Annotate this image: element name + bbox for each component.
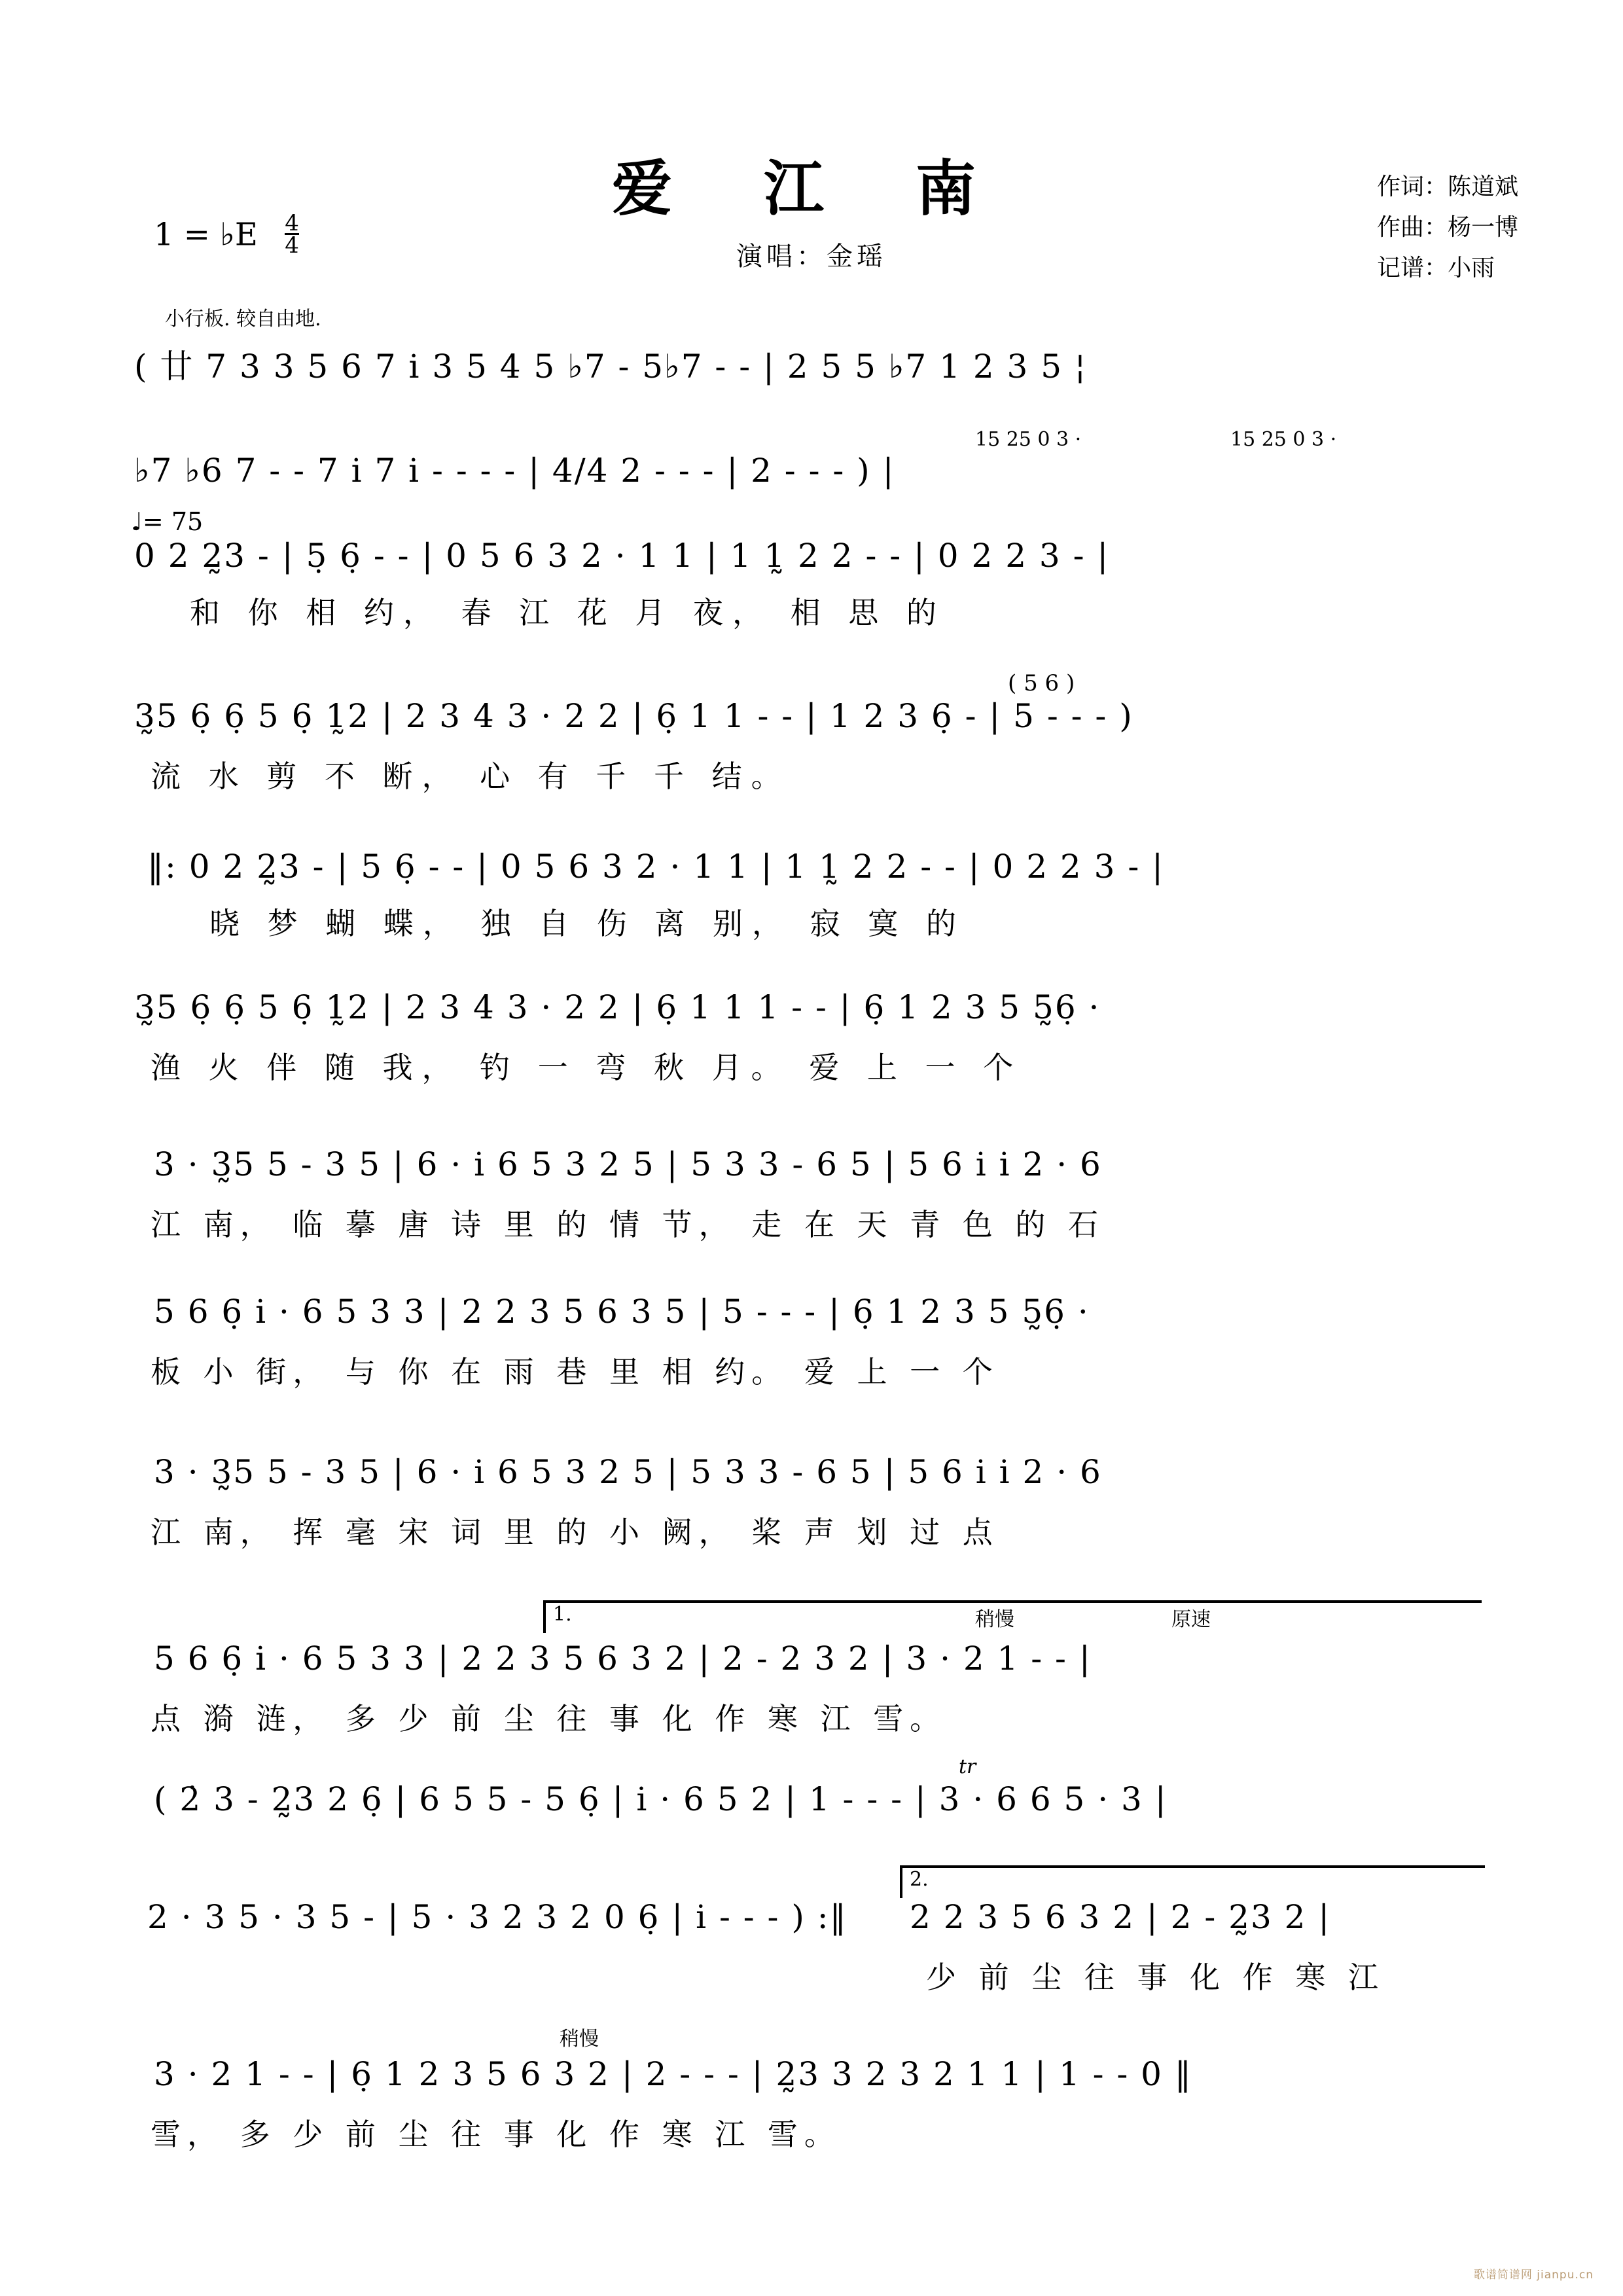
- notes: 0 2 2̰3 - | 5̣ 6̣ - - | 0 5 6 3 2 · 1 1 | 1 1̰ 2 2 - - | 0 2 2 3 - |: [134, 537, 1110, 575]
- time-signature-numerator: 4: [285, 210, 299, 236]
- credit-lyricist: 作词：陈道斌: [1376, 173, 1518, 200]
- volta-bracket-2: [900, 1865, 1485, 1898]
- tempo-marking: ♩= 75: [131, 507, 204, 536]
- credit-transcriber: 记谱：小雨: [1376, 255, 1495, 281]
- notes: 3̰5 6̣ 6̣ 5 6̣ 1̰2 | 2 3 4 3 · 2 2 | 6̣ 1 1 1 - - | 6̣ 1 2 3 5 5̰6̣ ·: [134, 988, 1101, 1026]
- annotation-slower-final: 稍慢: [560, 2028, 599, 2051]
- trill-marking: tr: [959, 1755, 976, 1778]
- notes: 5 6 6̣ i · 6 5 3 3 | 2 2 3 5 6 3 5 | 5 - - - | 6̣ 1 2 3 5 5̰6̣ ·: [154, 1293, 1090, 1331]
- volta-label-1: 1.: [553, 1603, 572, 1626]
- time-signature: [285, 210, 299, 259]
- notes: 3 · 3̰5 5 - 3 5 | 6 · i 6 5 3 2 5 | 5 3 3 - 6 5 | 5 6 i i 2 · 6: [154, 1453, 1102, 1491]
- singer-label: 演唱：金瑶: [736, 242, 887, 272]
- expression-marking: 小行板. 较自由地.: [165, 308, 321, 331]
- lyrics: 渔 火 伴 随 我， 钓 一 弯 秋 月。 爱 上 一 个: [151, 1050, 1023, 1085]
- lyrics: 江 南， 挥 毫 宋 词 里 的 小 阙， 桨 声 划 过 点: [151, 1515, 999, 1550]
- volta-label-2: 2.: [910, 1868, 929, 1891]
- notes: 5 6 6̣ i · 6 5 3 3 | 2 2 3 5 6 3 2 | 2 - 2 3 2 | 3 · 2 1 - - |: [154, 1640, 1092, 1677]
- key-signature-text: 1 = ♭E: [154, 216, 258, 253]
- lyrics: 板 小 街， 与 你 在 雨 巷 里 相 约。 爱 上 一 个: [151, 1354, 999, 1390]
- annotation-ornament-left: 15 25 0 3 ·: [975, 428, 1082, 451]
- notes-volta2: 2 2 3 5 6 3 2 | 2 - 2̰3 2 |: [910, 1898, 1331, 1936]
- annotation-atempo: 原速: [1171, 1608, 1211, 1631]
- notes: ‖: 0 2 2̰3 - | 5 6̣ - - | 0 5 6 3 2 · 1 1 | 1 1̰ 2 2 - - | 0 2 2 3 - |: [147, 848, 1164, 886]
- watermark: 歌谱简谱网 jianpu.cn: [1473, 2269, 1594, 2282]
- lyrics: 流 水 剪 不 断， 心 有 千 千 结。: [151, 759, 791, 794]
- annotation-small-notes: ( 5 6 ): [1008, 670, 1075, 696]
- notes: 3̰5 6̣ 6̣ 5 6̣ 1̰2 | 2 3 4 3 · 2 2 | 6̣ 1 1 - - | 1 2 3 6̣ - | 5 - - - ): [134, 697, 1133, 735]
- lyrics-volta2: 少 前 尘 往 事 化 作 寒 江: [926, 1960, 1385, 1995]
- credit-composer: 作曲：杨一博: [1376, 214, 1518, 241]
- notes: ( 2̇ 3 - 2̰3 2 6̣ | 6 5 5 - 5 6̣ | i · 6 5 2 | 1 - - - | 3 · 6 6 5 · 3 |: [154, 1780, 1168, 1818]
- notes: 3 · 2 1 - - | 6̣ 1 2 3 5 6 3 2 | 2 - - - | 2̰3 3 2 3 2 1 1 | 1 - - 0 ‖: [154, 2055, 1192, 2093]
- notes: ♭7 ♭6 7 - - 7 i 7 i - - - - | 4/4 2 - - - | 2 - - - ) |: [134, 452, 895, 490]
- lyrics: 江 南， 临 摹 唐 诗 里 的 情 节， 走 在 天 青 色 的 石: [151, 1207, 1105, 1242]
- lyrics: 点 漪 涟， 多 少 前 尘 往 事 化 作 寒 江 雪。: [151, 1701, 947, 1736]
- credits-block: [1377, 167, 1518, 289]
- notes: ( 廿 7 3 3 5 6 7 i 3 5 4 5 ♭7 - 5♭7 - - | 2 5 5 ♭7 1 2 3 5 ¦: [134, 348, 1087, 386]
- lyrics: 和 你 相 约， 春 江 花 月 夜， 相 思 的: [190, 595, 946, 630]
- notes: 2 · 3 5 · 3 5 - | 5 · 3 2 3 2 0 6̣ | i - - - ) :‖: [147, 1898, 847, 1936]
- lyrics: 晓 梦 蝴 蝶， 独 自 伤 离 别， 寂 寞 的: [209, 906, 965, 941]
- notes: 3 · 3̰5 5 - 3 5 | 6 · i 6 5 3 2 5 | 5 3 3 - 6 5 | 5 6 i i 2 · 6: [154, 1145, 1102, 1183]
- time-signature-denominator: 4: [285, 232, 299, 259]
- annotation-slower: 稍慢: [975, 1608, 1014, 1631]
- key-signature: [154, 210, 299, 259]
- page-title: 爱 江 南: [611, 153, 1012, 224]
- lyrics: 雪， 多 少 前 尘 往 事 化 作 寒 江 雪。: [151, 2117, 841, 2152]
- annotation-ornament-right: 15 25 0 3 ·: [1230, 428, 1337, 451]
